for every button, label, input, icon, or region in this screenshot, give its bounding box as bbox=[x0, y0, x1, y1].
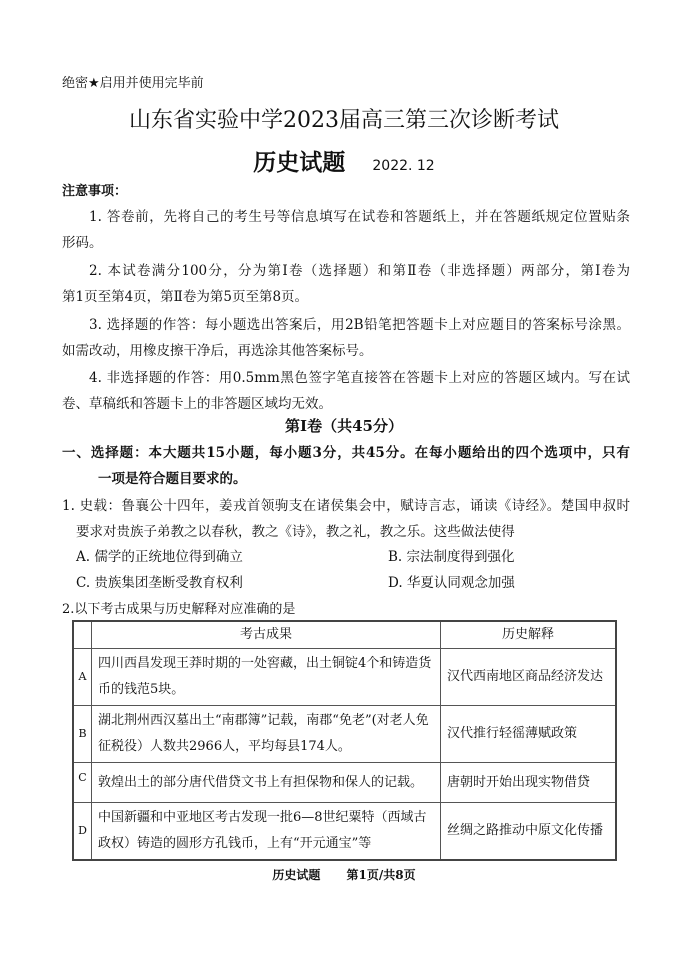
table-header-row bbox=[73, 621, 616, 649]
row-label: D bbox=[73, 803, 92, 861]
header-cell-label bbox=[73, 621, 92, 649]
notice-item-3-cont: 如需改动，用橡皮擦干净后，再选涂其他答案标号。 bbox=[62, 343, 373, 359]
row-explanation: 丝绸之路推动中原文化传播 bbox=[441, 803, 617, 861]
row-finding: 四川西昌发现王莽时期的一处窖藏，出土铜锭4个和铸造货币的钱范5块。 bbox=[92, 649, 441, 706]
table-row bbox=[73, 706, 616, 763]
q1-option-b: B. 宗法制度得到强化 bbox=[388, 549, 515, 565]
row-label: C bbox=[73, 763, 92, 803]
row-label: B bbox=[73, 706, 92, 763]
notice-item-2: 2. 本试卷满分100分，分为第Ⅰ卷（选择题）和第Ⅱ卷（非选择题）两部分，第Ⅰ卷为 bbox=[89, 263, 630, 279]
q2-table bbox=[72, 620, 617, 861]
section-instruction: 一、选择题：本大题共15小题，每小题3分，共45分。在每小题给出的四个选项中，只有 bbox=[62, 445, 630, 461]
section-title: 第Ⅰ卷（共45分） bbox=[285, 417, 403, 435]
q1-stem: 1. 史载：鲁襄公十四年，姜戎首领驹支在诸侯集会中，赋诗言志，诵读《诗经》。楚国申叔时 bbox=[62, 498, 630, 514]
section-instruction-cont: 一项是符合题目要求的。 bbox=[98, 471, 247, 487]
q1-option-d: D. 华夏认同观念加强 bbox=[388, 575, 515, 591]
notice-item-2-cont: 第1页至第4页，第Ⅱ卷为第5页至第8页。 bbox=[62, 289, 309, 305]
page-footer bbox=[0, 866, 688, 883]
exam-date: 2022. 12 bbox=[372, 158, 435, 174]
row-explanation: 汉代西南地区商品经济发达 bbox=[441, 649, 617, 706]
confidential-mark: 绝密★启用并使用完毕前 bbox=[62, 76, 204, 91]
row-finding bbox=[92, 803, 441, 861]
row-label: A bbox=[73, 649, 92, 706]
notice-item-3: 3. 选择题的作答：每小题选出答案后，用2B铅笔把答题卡上对应题目的答案标号涂黑。 bbox=[89, 317, 630, 333]
subject-line bbox=[0, 144, 688, 177]
q1-option-a: A. 儒学的正统地位得到确立 bbox=[76, 549, 243, 565]
notice-item-1-cont: 形码。 bbox=[62, 235, 103, 251]
header-cell-finding: 考古成果 bbox=[92, 621, 441, 649]
row-finding-text: 中国新疆和中亚地区考古发现一批6—8世纪粟特（西域古政权）铸造的圆形方孔钱币，上有“开元通宝”等 bbox=[98, 810, 427, 851]
notice-item-4: 4. 非选择题的作答：用0.5mm黑色签字笔直接答在答题卡上对应的答题区域内。写在试 bbox=[89, 370, 630, 386]
footer-subject: 历史试题 bbox=[272, 868, 321, 882]
exam-title: 山东省实验中学2023届高三第三次诊断考试 bbox=[129, 108, 559, 133]
notice-item-4-cont: 卷、草稿纸和答题卡上的非答题区域均无效。 bbox=[62, 396, 332, 412]
table-row bbox=[73, 803, 616, 861]
footer-page-number: 第1页/共8页 bbox=[346, 868, 416, 882]
q1-option-c: C. 贵族集团垄断受教育权利 bbox=[76, 575, 243, 591]
row-explanation: 唐朝时开始出现实物借贷 bbox=[441, 763, 617, 803]
subject-title: 历史试题 bbox=[253, 150, 346, 176]
q1-stem-cont: 要求对贵族子弟教之以春秋，教之《诗》，教之礼，教之乐。这些做法使得 bbox=[76, 524, 515, 540]
table-row bbox=[73, 649, 616, 706]
notice-heading: 注意事项： bbox=[62, 184, 128, 199]
table-row bbox=[73, 763, 616, 803]
notice-item-1: 1. 答卷前，先将自己的考生号等信息填写在试卷和答题纸上，并在答题纸规定位置贴条 bbox=[89, 209, 630, 225]
row-finding: 敦煌出土的部分唐代借贷文书上有担保物和保人的记载。 bbox=[92, 763, 441, 803]
header-cell-explanation: 历史解释 bbox=[441, 621, 617, 649]
q2-stem: 2.以下考古成果与历史解释对应准确的是 bbox=[62, 602, 296, 617]
row-explanation: 汉代推行轻徭薄赋政策 bbox=[441, 706, 617, 763]
row-finding: 湖北荆州西汉墓出土“南郡簿”记载，南郡“免老”(对老人免征税役）人数共2966人，平均每县174人。 bbox=[92, 706, 441, 763]
